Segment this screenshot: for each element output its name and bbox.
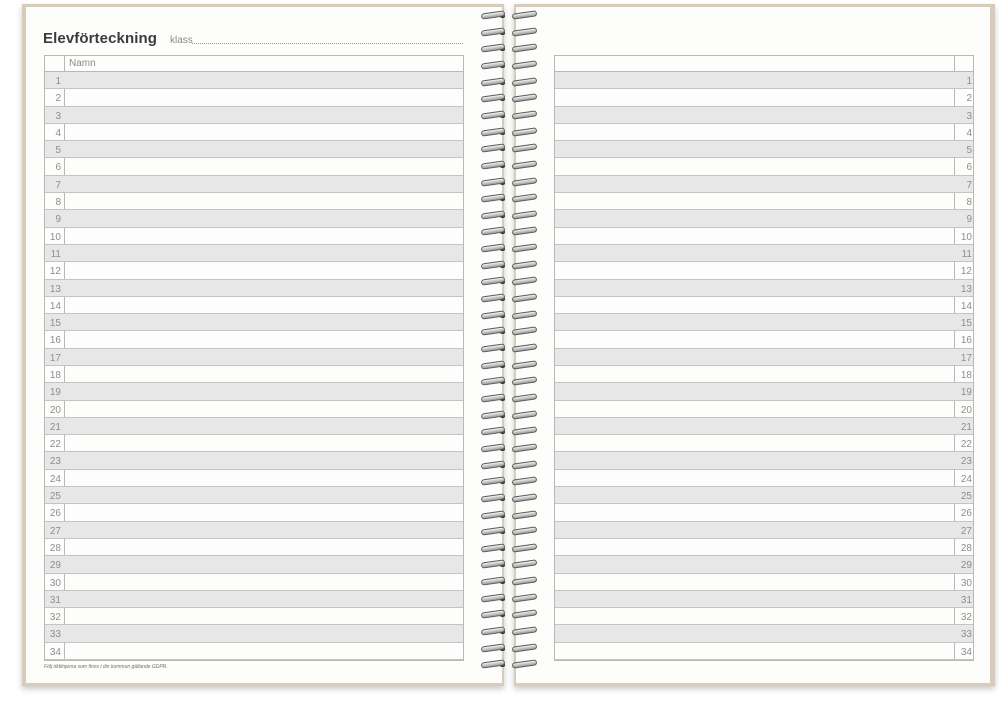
row-number: 20	[49, 404, 61, 416]
spiral-coil	[478, 110, 540, 122]
coil-wire	[481, 510, 506, 519]
table-row[interactable]	[555, 280, 973, 297]
spiral-coil	[478, 193, 540, 205]
table-row[interactable]	[555, 89, 973, 106]
table-row[interactable]	[45, 591, 463, 608]
klass-write-line[interactable]	[192, 43, 463, 44]
table-header	[555, 56, 973, 72]
spiral-coil	[478, 576, 540, 588]
coil-wire	[512, 493, 538, 502]
coil-wire	[481, 293, 506, 302]
row-number: 23	[49, 456, 61, 468]
row-number: 13	[49, 283, 61, 295]
coil-wire	[481, 443, 506, 452]
row-number: 25	[960, 491, 972, 503]
table-row[interactable]	[45, 349, 463, 366]
coil-wire	[481, 660, 506, 669]
coil-wire	[481, 44, 506, 53]
table-row[interactable]	[45, 72, 463, 89]
spiral-coil	[478, 276, 540, 288]
coil-wire	[512, 393, 538, 402]
row-number: 7	[966, 179, 972, 191]
coil-wire	[512, 27, 538, 36]
coil-wire	[481, 526, 506, 535]
row-number: 4	[55, 127, 61, 139]
spiral-coil	[478, 60, 540, 72]
row-number: 1	[55, 76, 61, 87]
spiral-coil	[478, 476, 540, 488]
spiral-coil	[478, 443, 540, 455]
coil-wire	[512, 660, 538, 669]
coil-wire	[481, 127, 506, 136]
row-number: 9	[55, 214, 61, 226]
table-row[interactable]	[555, 72, 973, 89]
row-number: 26	[49, 508, 61, 520]
coil-wire	[481, 260, 506, 269]
table-row[interactable]	[555, 176, 973, 193]
spiral-coil	[478, 526, 540, 538]
table-row[interactable]	[555, 245, 973, 262]
spiral-coil	[478, 410, 540, 422]
table-row[interactable]	[45, 556, 463, 573]
table-row[interactable]	[555, 504, 973, 521]
coil-wire	[481, 77, 506, 86]
coil-wire	[481, 94, 506, 103]
spiral-coil	[478, 326, 540, 338]
spiral-coil	[478, 393, 540, 405]
row-number: 31	[960, 594, 972, 606]
table-row[interactable]	[45, 608, 463, 625]
spiral-coil	[478, 260, 540, 272]
coil-wire	[512, 327, 538, 336]
table-row[interactable]	[555, 487, 973, 504]
row-number: 8	[55, 197, 61, 209]
coil-wire	[481, 60, 506, 69]
spiral-coil	[478, 609, 540, 621]
spiral-coil	[478, 10, 540, 22]
table-row[interactable]	[45, 452, 463, 469]
spiral-coil	[478, 360, 540, 372]
coil-wire	[481, 393, 506, 402]
table-row[interactable]	[45, 89, 463, 106]
spiral-coil	[478, 27, 540, 39]
coil-wire	[481, 460, 506, 469]
row-number: 2	[966, 93, 972, 105]
table-row[interactable]	[45, 383, 463, 400]
row-number: 31	[49, 594, 61, 606]
coil-wire	[481, 277, 506, 286]
coil-wire	[512, 310, 538, 319]
table-row[interactable]	[45, 280, 463, 297]
row-number: 21	[49, 421, 61, 433]
coil-wire	[481, 610, 506, 619]
table-row[interactable]	[555, 591, 973, 608]
coil-wire	[481, 626, 506, 635]
row-number: 29	[49, 560, 61, 572]
spiral-coil	[478, 310, 540, 322]
table-row[interactable]	[555, 435, 973, 452]
coil-wire	[481, 243, 506, 252]
spiral-coil	[478, 593, 540, 605]
coil-wire	[481, 593, 506, 602]
coil-wire	[512, 94, 538, 103]
table-row[interactable]	[555, 556, 973, 573]
spiral-coil	[478, 376, 540, 388]
table-row[interactable]	[45, 141, 463, 158]
coil-wire	[481, 560, 506, 569]
coil-wire	[512, 593, 538, 602]
row-number: 19	[49, 387, 61, 399]
row-number: 3	[966, 110, 972, 122]
coil-wire	[481, 110, 506, 119]
coil-wire	[481, 227, 506, 236]
row-number: 24	[960, 473, 972, 485]
table-row[interactable]	[555, 141, 973, 158]
coil-wire	[481, 427, 506, 436]
coil-wire	[512, 427, 538, 436]
page-title: Elevförteckning	[43, 30, 158, 47]
coil-wire	[512, 210, 538, 219]
coil-wire	[512, 193, 538, 202]
coil-wire	[481, 360, 506, 369]
coil-wire	[512, 626, 538, 635]
row-number: 27	[49, 525, 61, 537]
table-row[interactable]	[555, 608, 973, 625]
table-row[interactable]	[555, 366, 973, 383]
spiral-coil	[478, 460, 540, 472]
coil-wire	[512, 227, 538, 236]
table-row[interactable]	[45, 435, 463, 452]
spiral-coil	[478, 127, 540, 139]
spiral-coil	[478, 659, 540, 671]
student-list-table-right	[554, 55, 974, 661]
row-number: 34	[49, 646, 61, 658]
coil-wire	[512, 410, 538, 419]
table-row[interactable]	[555, 193, 973, 210]
coil-wire	[512, 77, 538, 86]
table-row[interactable]	[45, 245, 463, 262]
row-number: 27	[960, 525, 972, 537]
coil-wire	[512, 476, 538, 485]
row-number: 8	[966, 197, 972, 209]
coil-wire	[481, 10, 506, 19]
row-number: 11	[50, 248, 61, 260]
table-row[interactable]	[555, 107, 973, 124]
coil-wire	[481, 576, 506, 585]
row-number: 16	[49, 335, 61, 347]
row-number: 23	[960, 456, 972, 468]
row-number: 28	[49, 542, 61, 554]
row-number: 30	[49, 577, 61, 589]
row-number: 28	[960, 542, 972, 554]
row-number: 6	[55, 162, 61, 174]
coil-wire	[481, 377, 506, 386]
coil-wire	[512, 293, 538, 302]
coil-wire	[512, 610, 538, 619]
row-number: 19	[960, 387, 972, 399]
row-number: 5	[966, 145, 972, 157]
row-number: 9	[966, 214, 972, 226]
coil-wire	[512, 443, 538, 452]
row-number: 24	[49, 473, 61, 485]
row-number: 10	[49, 231, 61, 243]
table-row[interactable]	[45, 297, 463, 314]
table-row[interactable]	[45, 366, 463, 383]
coil-wire	[512, 44, 538, 53]
table-row[interactable]	[45, 193, 463, 210]
row-number: 26	[960, 508, 972, 520]
row-number: 14	[49, 300, 61, 312]
spiral-coil	[478, 243, 540, 255]
row-number: 30	[960, 577, 972, 589]
spiral-coil	[478, 626, 540, 638]
coil-wire	[512, 460, 538, 469]
coil-wire	[481, 410, 506, 419]
row-number: 32	[49, 612, 61, 624]
coil-wire	[512, 160, 538, 169]
row-number: 21	[960, 421, 972, 433]
table-row[interactable]	[555, 314, 973, 331]
row-number: 15	[49, 318, 61, 330]
table-row[interactable]	[45, 470, 463, 487]
table-row[interactable]	[555, 539, 973, 556]
row-number: 22	[960, 439, 972, 451]
table-row[interactable]	[45, 487, 463, 504]
table-row[interactable]	[555, 625, 973, 642]
table-row[interactable]	[555, 124, 973, 141]
coil-wire	[512, 643, 538, 652]
table-row[interactable]	[45, 539, 463, 556]
coil-wire	[512, 110, 538, 119]
coil-wire	[512, 526, 538, 535]
row-number: 15	[960, 318, 972, 330]
row-number: 29	[960, 560, 972, 572]
row-number: 14	[960, 300, 972, 312]
gdpr-footnote: Följ riktlinjerna som finns i din kommun gällande GDPR.	[44, 664, 168, 670]
coil-wire	[481, 160, 506, 169]
spiral-coil	[478, 293, 540, 305]
coil-wire	[512, 576, 538, 585]
row-number: 25	[49, 491, 61, 503]
row-number: 18	[960, 370, 972, 381]
table-row[interactable]	[555, 401, 973, 418]
table-row[interactable]	[45, 124, 463, 141]
spiral-coil	[478, 160, 540, 172]
table-row[interactable]	[555, 574, 973, 591]
table-row[interactable]	[45, 625, 463, 642]
table-row[interactable]	[45, 401, 463, 418]
table-row[interactable]	[555, 262, 973, 279]
row-number: 2	[55, 93, 61, 105]
spiral-coil	[478, 43, 540, 55]
coil-wire	[481, 193, 506, 202]
coil-wire	[512, 360, 538, 369]
coil-wire	[512, 127, 538, 136]
table-row[interactable]	[555, 210, 973, 227]
table-row[interactable]	[45, 522, 463, 539]
student-list-table-left	[44, 55, 464, 661]
row-number: 18	[49, 370, 61, 381]
spiral-coil	[478, 493, 540, 505]
table-row[interactable]	[45, 643, 463, 660]
spiral-coil	[478, 559, 540, 571]
table-row[interactable]	[555, 349, 973, 366]
coil-wire	[512, 260, 538, 269]
row-number: 17	[960, 352, 972, 364]
spiral-coil	[478, 343, 540, 355]
coil-wire	[481, 327, 506, 336]
row-number: 5	[55, 145, 61, 157]
table-row[interactable]	[45, 331, 463, 348]
table-row[interactable]	[45, 176, 463, 193]
spiral-coil	[478, 510, 540, 522]
table-row[interactable]	[45, 158, 463, 175]
row-number: 10	[960, 231, 972, 243]
row-number: 11	[961, 248, 972, 260]
spiral-coil	[478, 93, 540, 105]
coil-wire	[512, 277, 538, 286]
coil-wire	[512, 177, 538, 186]
table-row[interactable]	[555, 452, 973, 469]
coil-wire	[512, 243, 538, 252]
row-number: 6	[966, 162, 972, 174]
row-number: 13	[960, 283, 972, 295]
spiral-coil	[478, 210, 540, 222]
row-number: 32	[960, 612, 972, 624]
row-number: 34	[960, 646, 972, 658]
name-column-header: Namn	[69, 58, 96, 69]
coil-wire	[481, 177, 506, 186]
row-number: 20	[960, 404, 972, 416]
table-row[interactable]	[555, 522, 973, 539]
table-row[interactable]	[45, 228, 463, 245]
spiral-coil	[478, 426, 540, 438]
coil-wire	[481, 493, 506, 502]
row-number: 16	[960, 335, 972, 347]
coil-wire	[512, 510, 538, 519]
table-row[interactable]	[555, 228, 973, 245]
row-number: 12	[960, 266, 972, 278]
coil-wire	[481, 477, 506, 486]
table-row[interactable]	[45, 210, 463, 227]
coil-wire	[512, 60, 538, 69]
table-row[interactable]	[555, 418, 973, 435]
spiral-coil	[478, 226, 540, 238]
table-row[interactable]	[45, 314, 463, 331]
table-row[interactable]	[555, 470, 973, 487]
table-row[interactable]	[555, 643, 973, 660]
row-number: 33	[49, 629, 61, 641]
coil-wire	[481, 310, 506, 319]
table-row[interactable]	[45, 262, 463, 279]
row-number: 33	[960, 629, 972, 641]
row-number: 1	[966, 76, 972, 87]
coil-wire	[512, 560, 538, 569]
row-number: 22	[49, 439, 61, 451]
klass-label: klass	[170, 35, 193, 46]
coil-wire	[481, 343, 506, 352]
spiral-coil	[478, 77, 540, 89]
table-row[interactable]	[555, 158, 973, 175]
spiral-coil	[478, 643, 540, 655]
coil-wire	[512, 10, 538, 19]
coil-wire	[512, 377, 538, 386]
table-header	[45, 56, 463, 72]
row-number: 7	[55, 179, 61, 191]
coil-wire	[481, 210, 506, 219]
coil-wire	[481, 543, 506, 552]
table-row[interactable]	[555, 383, 973, 400]
coil-wire	[481, 27, 506, 36]
row-number: 17	[49, 352, 61, 364]
table-row[interactable]	[45, 107, 463, 124]
table-row[interactable]	[555, 331, 973, 348]
coil-wire	[512, 143, 538, 152]
table-row[interactable]	[45, 504, 463, 521]
table-row[interactable]	[45, 418, 463, 435]
coil-wire	[481, 643, 506, 652]
spiral-coil	[478, 177, 540, 189]
coil-wire	[512, 343, 538, 352]
table-row[interactable]	[555, 297, 973, 314]
spiral-binding	[478, 10, 540, 686]
spiral-coil	[478, 543, 540, 555]
table-row[interactable]	[45, 574, 463, 591]
row-number: 4	[966, 127, 972, 139]
coil-wire	[481, 144, 506, 153]
row-number: 3	[55, 110, 61, 122]
row-number: 12	[49, 266, 61, 278]
coil-wire	[512, 543, 538, 552]
spiral-coil	[478, 143, 540, 155]
